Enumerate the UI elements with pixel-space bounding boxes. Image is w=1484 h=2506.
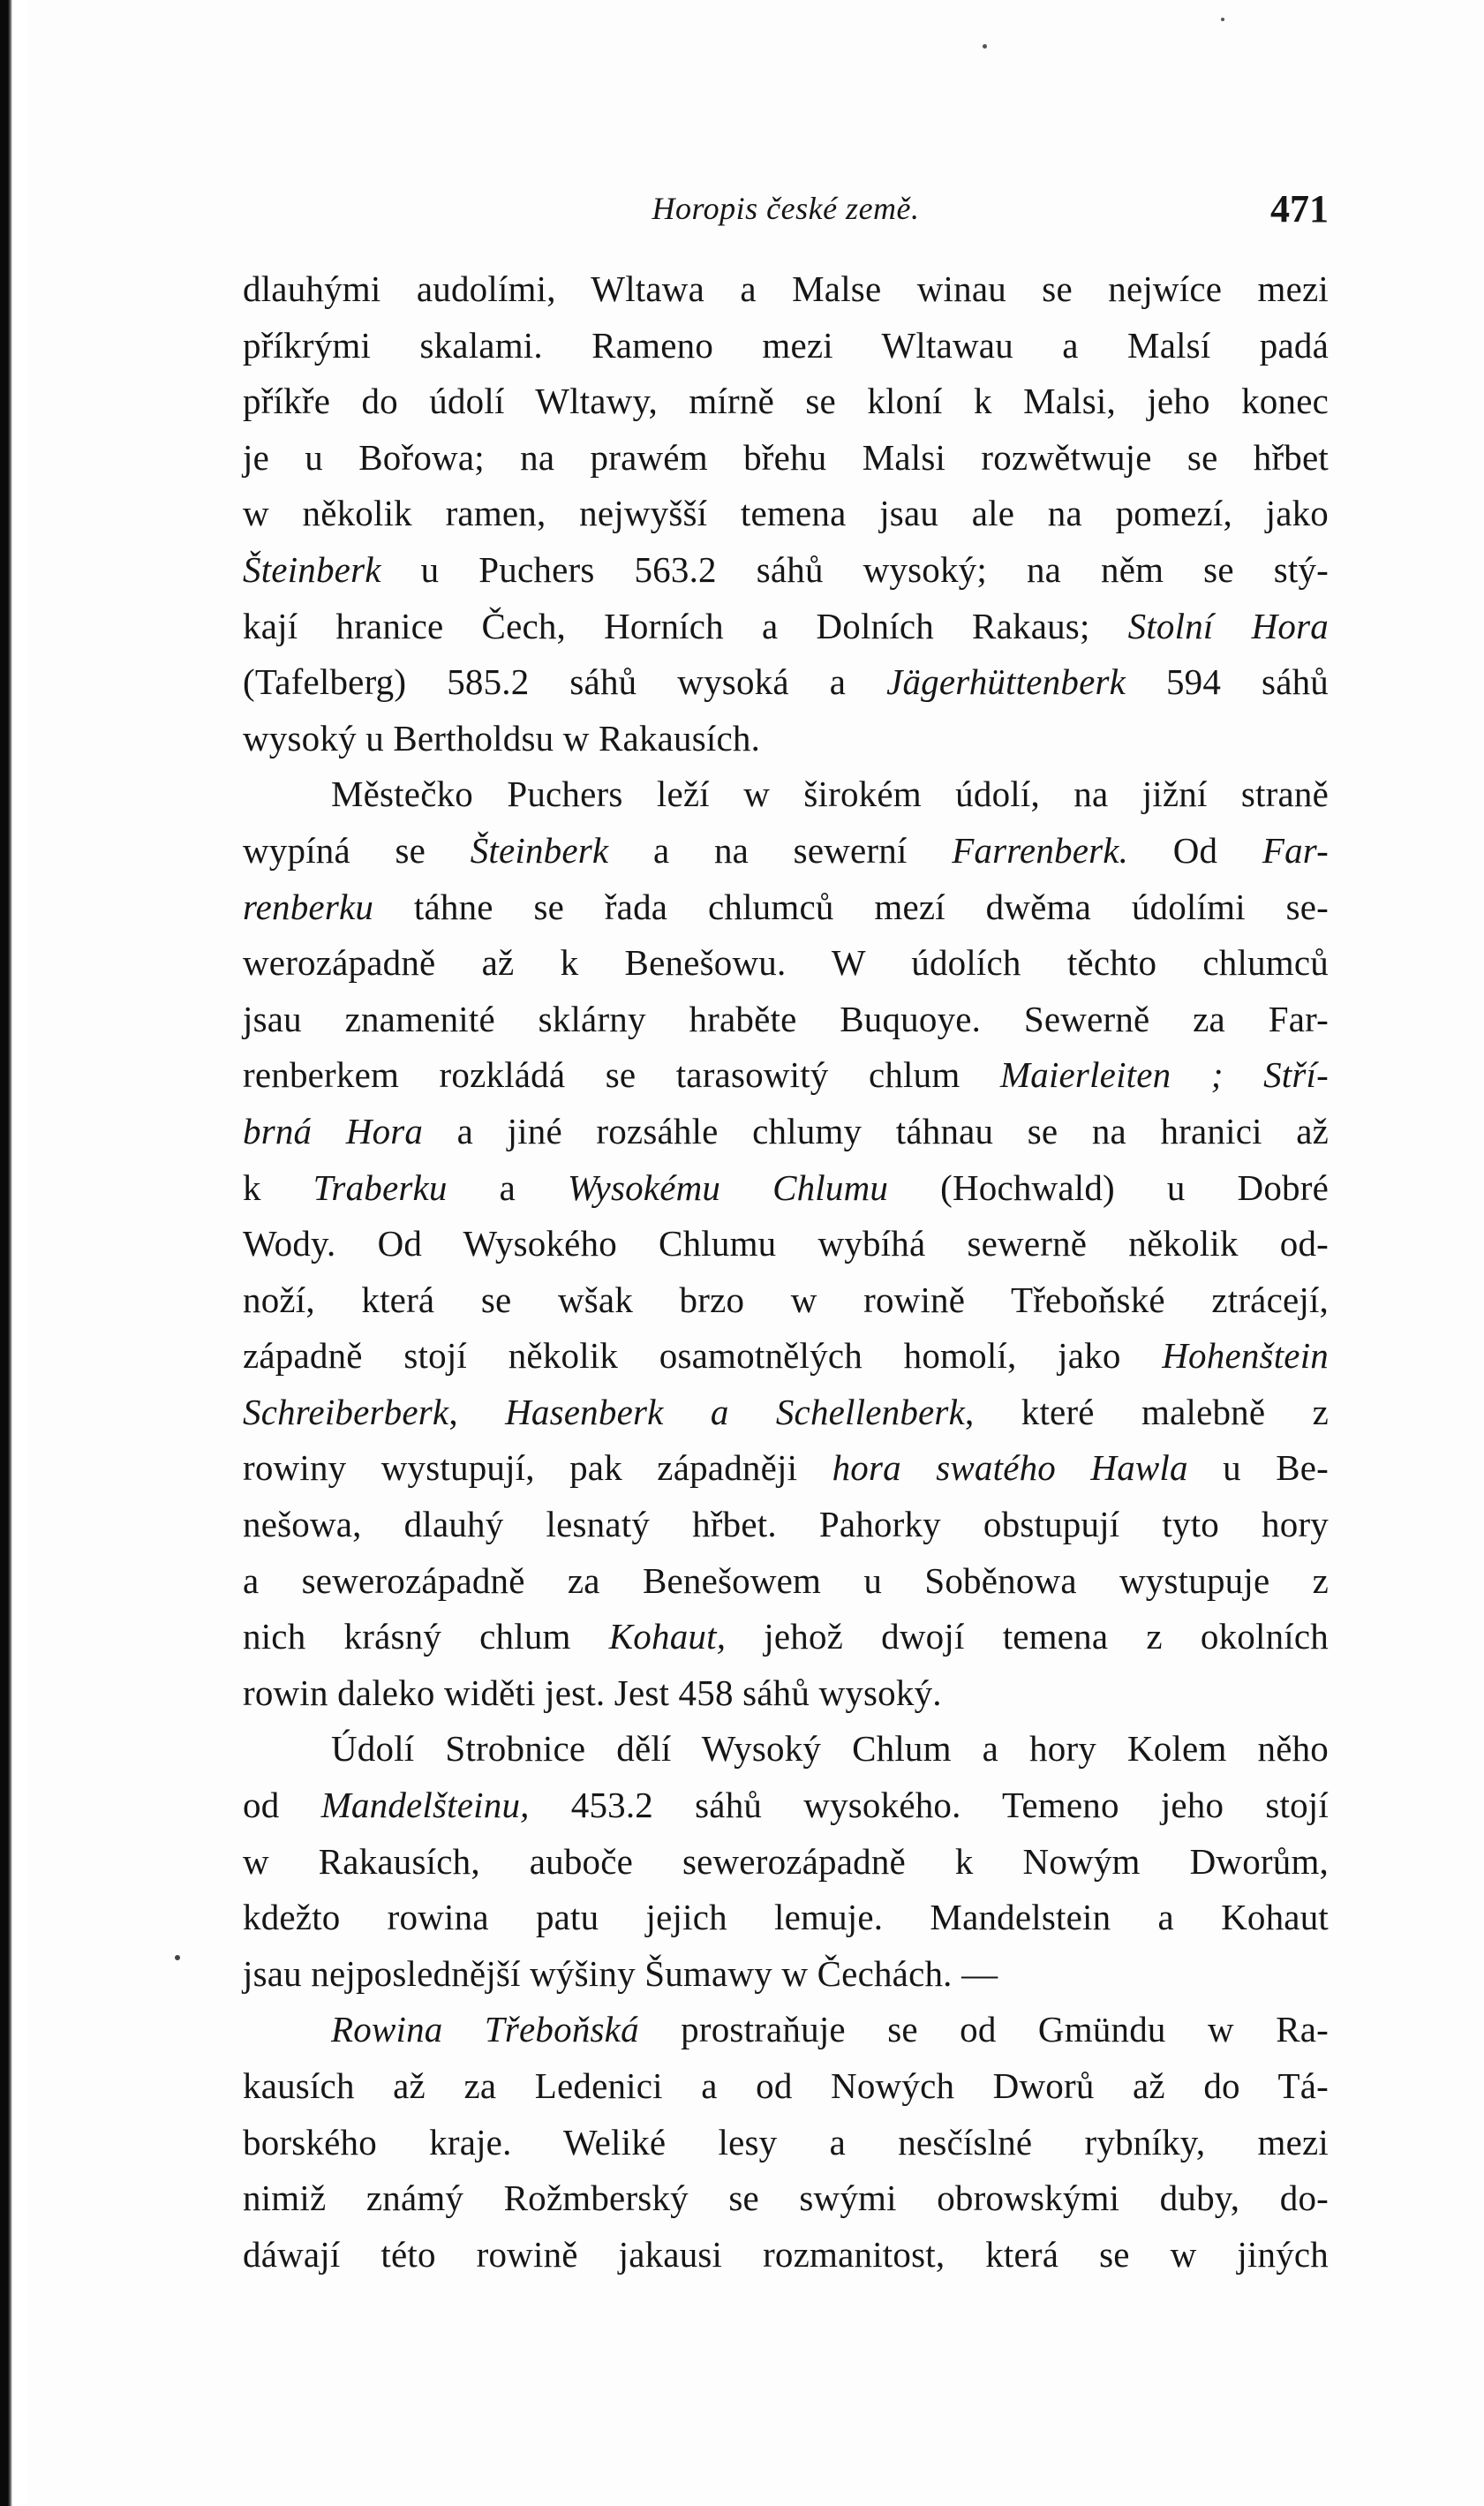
italic-segment: Šteinberk [470, 829, 609, 871]
text-line [243, 1553, 1329, 1610]
body-text [243, 261, 1329, 2283]
italic-segment: Farrenberk. [952, 829, 1129, 871]
text-line [243, 1497, 1329, 1553]
text-segment: prostraňuje se od Gmündu w Ra- [638, 2009, 1329, 2050]
text-line [243, 486, 1329, 542]
text-line [243, 1834, 1329, 1891]
text-segment: 453.2 sáhů wysokého. Temeno jeho stojí [529, 1785, 1329, 1826]
text-segment: rowin daleko widěti jest. Jest 458 sáhů wysoký. [243, 1672, 942, 1713]
text-line [243, 1721, 1329, 1778]
text-segment: wypíná se [243, 829, 471, 871]
text-segment: werozápadně až k Benešowu. W údolích těchto chlumců [243, 942, 1329, 984]
text-segment: nimiž známý Rožmberský se swými obrowskými duby, do- [243, 2178, 1329, 2219]
text-line [243, 935, 1329, 992]
text-segment: , které malebně z [964, 1391, 1329, 1432]
text-line [243, 2002, 1329, 2058]
text-line [243, 879, 1329, 936]
text-segment: u Puchers 563.2 sáhů wysoký; na něm se stý- [380, 548, 1329, 590]
text-segment: nich krásný chlum [243, 1616, 609, 1657]
italic-segment: Hohenštein [1162, 1335, 1329, 1377]
text-segment: jsau znamenité sklárny hraběte Buquoye. Sewerně za Far- [243, 998, 1329, 1039]
text-line [243, 2227, 1329, 2283]
text-segment: noží, která se wšak brzo w rowině Třeboňské ztrácejí, [243, 1279, 1329, 1320]
book-page [26, 0, 1484, 2506]
text-line [243, 261, 1329, 318]
text-line [243, 1665, 1329, 1722]
italic-segment: Mandelšteinu, [320, 1785, 530, 1826]
text-segment: u Be- [1187, 1447, 1330, 1489]
text-line [243, 1946, 1329, 2003]
text-segment: je u Bořowa; na prawém břehu Malsi rozwětwuje se hřbet [243, 436, 1329, 478]
text-segment: jehož dwojí temena z okolních [726, 1616, 1329, 1657]
text-segment: dáwají této rowině jakausi rozmanitost, která se w jiných [243, 2233, 1329, 2275]
text-line [243, 992, 1329, 1048]
text-segment: , [448, 1391, 506, 1432]
text-segment: Wody. Od Wysokého Chlumu wybíhá sewerně několik od- [243, 1223, 1329, 1264]
text-line [243, 1104, 1329, 1160]
text-segment: Údolí Strobnice dělí Wysoký Chlum a hory Kolem něho [331, 1728, 1329, 1770]
text-segment: příkře do údolí Wltawy, mírně se kloní k Malsi, jeho konec [243, 381, 1329, 422]
text-segment: Od [1128, 829, 1262, 871]
text-segment: renberkem rozkládá se tarasowitý chlum [243, 1054, 1000, 1096]
page-header [243, 187, 1329, 243]
text-line [243, 2170, 1329, 2227]
italic-segment: Jägerhüttenberk [886, 661, 1126, 703]
italic-segment: Far- [1262, 829, 1329, 871]
text-line [243, 1778, 1329, 1834]
italic-segment: Kohaut, [608, 1616, 727, 1657]
italic-segment: renberku [243, 886, 374, 927]
text-segment: w několik ramen, nejwyšší temena jsau ale na pomezí, jako [243, 493, 1329, 534]
italic-segment: Rowina Třeboňská [331, 2009, 639, 2050]
italic-segment: brná Hora [243, 1110, 424, 1151]
text-line [243, 1216, 1329, 1272]
italic-segment: Šteinberk [243, 548, 381, 590]
italic-segment: Schreiberberk [243, 1391, 449, 1432]
italic-segment: Maierleiten ; Stří- [999, 1054, 1329, 1096]
text-line [243, 599, 1329, 655]
text-segment: a sewerozápadně za Benešowem u Soběnowa wystupuje z [243, 1559, 1329, 1601]
text-line [243, 711, 1329, 767]
text-segment: a [447, 1166, 568, 1208]
text-segment: táhne se řada chlumců mezí dwěma údolími se- [373, 886, 1329, 927]
text-segment: kdežto rowina patu jejich lemuje. Mandelstein a Kohaut [243, 1897, 1329, 1938]
text-line [243, 542, 1329, 599]
text-segment: nešowa, dlauhý lesnatý hřbet. Pahorky obstupují tyto hory [243, 1504, 1329, 1545]
text-line [243, 318, 1329, 374]
italic-segment: hora swatého Hawla [832, 1447, 1188, 1489]
text-line [243, 823, 1329, 879]
text-segment: jsau nejposlednější wýšiny Šumawy w Čechách. — [243, 1952, 998, 1994]
italic-segment: Stolní Hora [1127, 605, 1329, 646]
text-segment: wysoký u Bertholdsu w Rakausích. [243, 717, 761, 759]
text-segment: 594 sáhů [1126, 661, 1329, 703]
text-line [243, 1160, 1329, 1217]
text-segment: a na sewerní [608, 829, 953, 871]
text-segment: w Rakausích, auboče sewerozápadně k Nowým Dworům, [243, 1840, 1329, 1882]
text-line [243, 1385, 1329, 1441]
text-line [243, 1047, 1329, 1104]
italic-segment: Traberku [313, 1166, 448, 1208]
text-segment: a jiné rozsáhle chlumy táhnau se na hranici až [423, 1110, 1329, 1151]
scan-speck [983, 44, 987, 49]
text-segment: dlauhými audolími, Wltawa a Malse winau se nejwíce mezi [243, 268, 1329, 309]
text-segment: příkrými skalami. Rameno mezi Wltawau a Malsí padá [243, 324, 1329, 366]
text-line [243, 766, 1329, 823]
text-line [243, 1440, 1329, 1497]
italic-segment: Hasenberk a Schellenberk [505, 1391, 965, 1432]
text-line [243, 374, 1329, 430]
text-line [243, 1890, 1329, 1946]
text-segment: borského kraje. Weliké lesy a nesčíslné rybníky, mezi [243, 2121, 1329, 2163]
running-title: Horopis české země. [652, 191, 920, 226]
text-line [243, 430, 1329, 487]
text-segment: k [243, 1166, 313, 1208]
margin-dot [175, 1955, 180, 1960]
text-segment: (Hochwald) u Dobré [888, 1166, 1329, 1208]
page-number: 471 [1270, 187, 1329, 230]
text-segment: od [243, 1785, 321, 1826]
text-segment: Městečko Puchers leží w širokém údolí, na jižní straně [331, 774, 1329, 815]
text-line [243, 2058, 1329, 2115]
text-line [243, 1328, 1329, 1385]
text-segment: kají hranice Čech, Horních a Dolních Rakaus; [243, 605, 1128, 646]
text-line [243, 1272, 1329, 1329]
text-line [243, 1609, 1329, 1665]
text-line [243, 654, 1329, 711]
text-segment: rowiny wystupují, pak západněji [243, 1447, 832, 1489]
italic-segment: Wysokému Chlumu [567, 1166, 889, 1208]
text-segment: kausích až za Ledenici a od Nowých Dworů až do Tá- [243, 2065, 1329, 2106]
page-binding-edge [0, 0, 12, 2506]
text-segment: západně stojí několik osamotnělých homolí, jako [243, 1335, 1163, 1377]
text-line [243, 2115, 1329, 2171]
scan-speck [1221, 18, 1224, 21]
text-segment: (Tafelberg) 585.2 sáhů wysoká a [243, 661, 887, 703]
